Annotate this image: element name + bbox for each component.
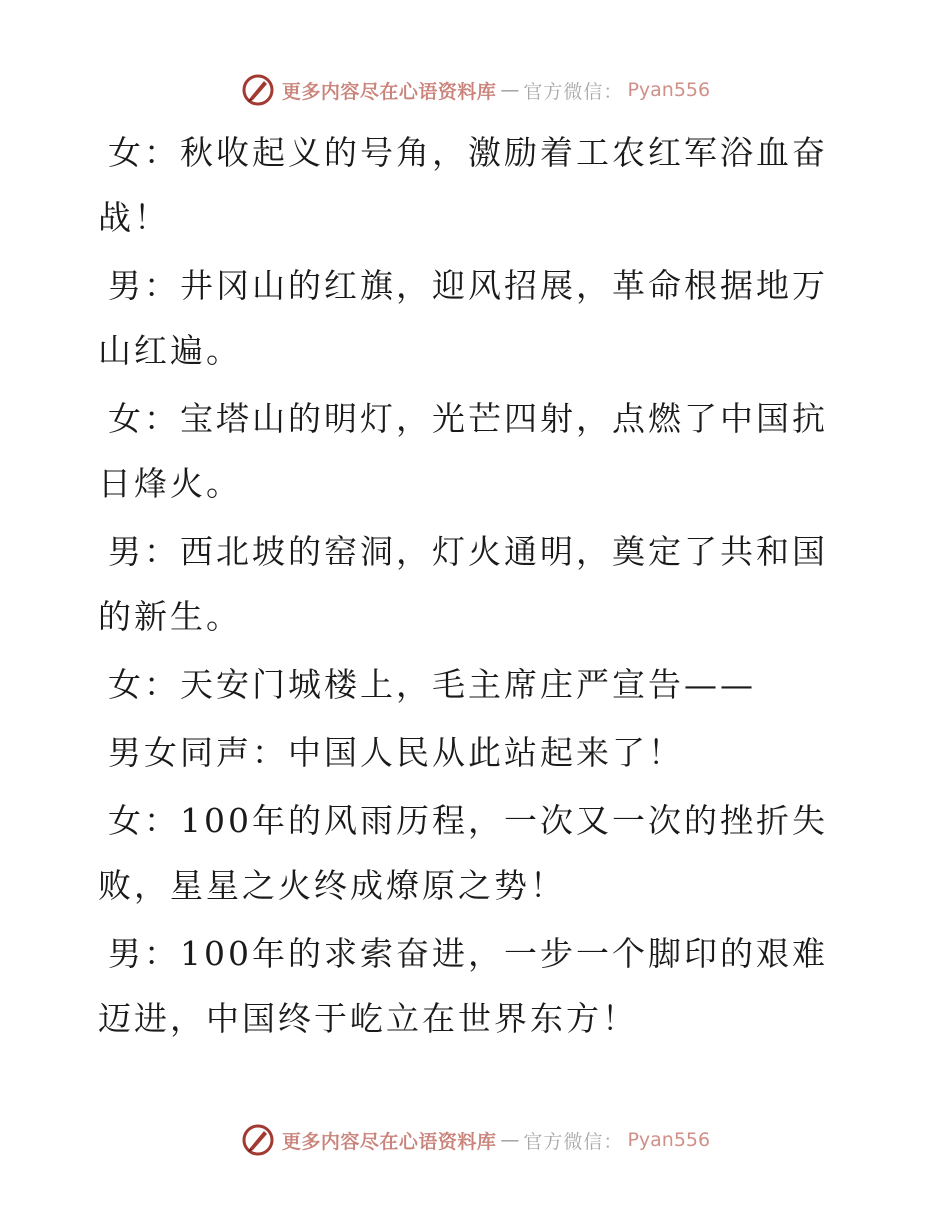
header-watermark (0, 70, 950, 110)
dialogue-line-1: 女：秋收起义的号角，激励着工农红军浴血奋战！ (98, 133, 828, 237)
watermark-label: 官方微信： (523, 80, 624, 103)
pen-logo-icon (240, 1122, 276, 1158)
dialogue-line-4: 男：西北坡的窑洞，灯火通明，奠定了共和国的新生。 (98, 532, 828, 636)
watermark-label: 官方微信： (523, 1130, 624, 1153)
watermark-dash: — (500, 1129, 520, 1151)
watermark-wechat-id: Pyan556 (627, 79, 711, 101)
pen-logo-icon (240, 72, 276, 108)
watermark-main-text: 更多内容尽在心语资料库 (281, 80, 497, 103)
dialogue-line-6: 男女同声：中国人民从此站起来了！ (108, 733, 684, 772)
dialogue-line-5: 女：天安门城楼上，毛主席庄严宣告—— (108, 665, 756, 704)
watermark-main-text: 更多内容尽在心语资料库 (281, 1130, 497, 1153)
document-body (98, 120, 838, 1054)
watermark-wechat-id: Pyan556 (627, 1129, 711, 1151)
dialogue-line-8: 男：100年的求索奋进，一步一个脚印的艰难迈进，中国终于屹立在世界东方！ (98, 934, 828, 1038)
watermark-dash: — (500, 79, 520, 101)
dialogue-line-2: 男：井冈山的红旗，迎风招展，革命根据地万山红遍。 (98, 266, 828, 370)
dialogue-line-3: 女：宝塔山的明灯，光芒四射，点燃了中国抗日烽火。 (98, 399, 828, 503)
dialogue-line-7: 女：100年的风雨历程，一次又一次的挫折失败，星星之火终成燎原之势！ (98, 801, 828, 905)
footer-watermark (0, 1120, 950, 1160)
